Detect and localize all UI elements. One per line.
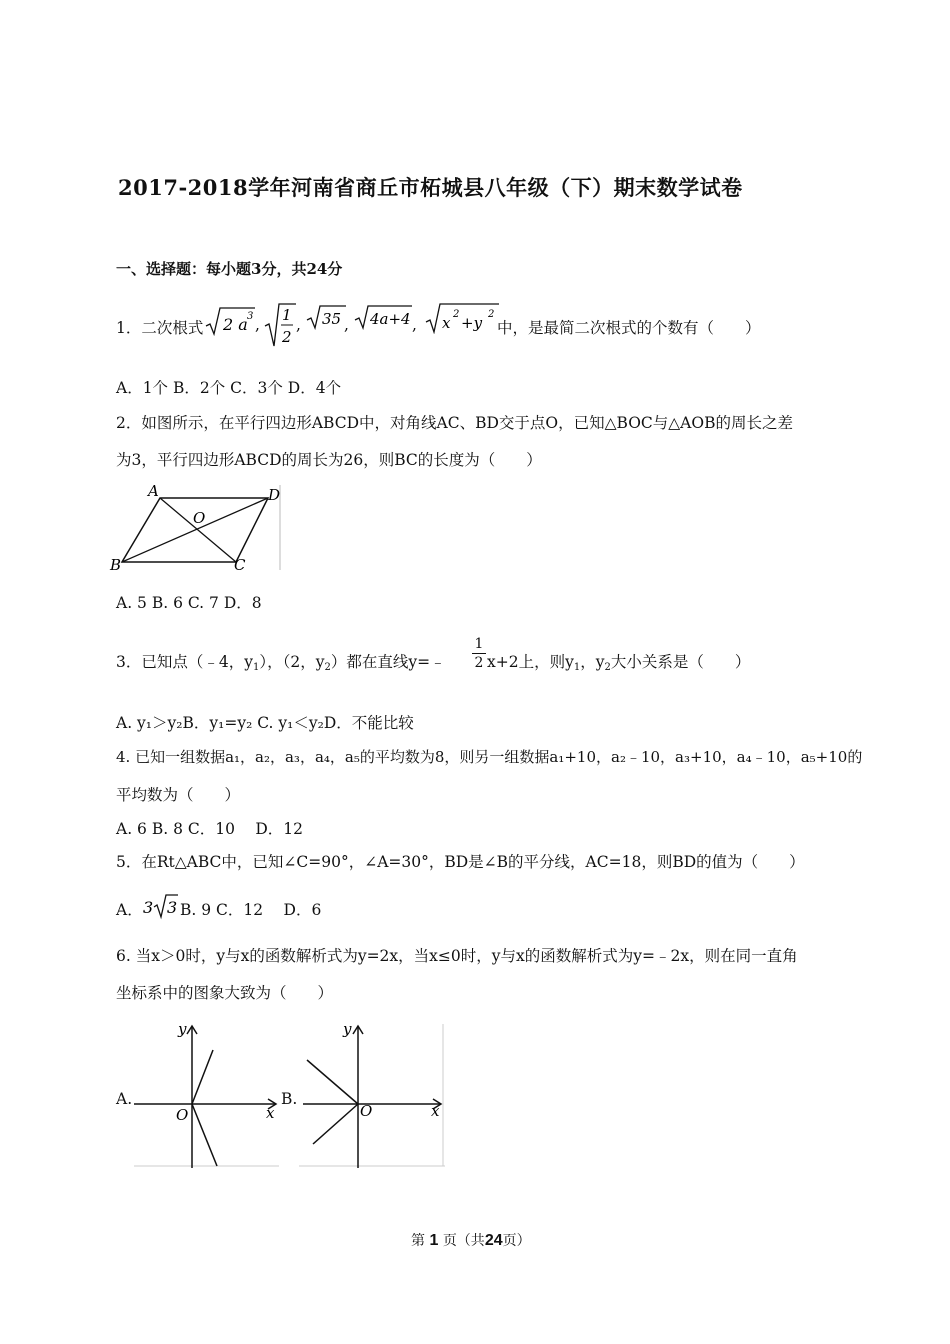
q3-text-2: x+2上，则$y_1$，$y_2$大小关系是（ ） bbox=[487, 653, 751, 673]
q4-options: A. 6 B. 8 C．10 D．12 bbox=[116, 820, 304, 838]
svg-text:x: x bbox=[442, 314, 451, 332]
q1-prefix: 1．二次根式 bbox=[116, 319, 204, 337]
svg-text:3: 3 bbox=[143, 898, 154, 917]
svg-text:3: 3 bbox=[167, 898, 178, 917]
x-axis-label: x bbox=[431, 1102, 440, 1120]
q1-options: A．1个 B．2个 C．3个 D．4个 bbox=[116, 379, 342, 397]
label-b: B bbox=[110, 556, 122, 574]
svg-text:1: 1 bbox=[282, 306, 292, 324]
svg-text:2: 2 bbox=[282, 328, 292, 346]
q5-line-1: 5．在Rt△ABC中，已知∠C=90°，∠A=30°，BD是∠B的平分线，AC=18，则BD的值为（ ） bbox=[116, 853, 805, 871]
radical-3 bbox=[306, 304, 346, 336]
radical-2 bbox=[264, 302, 296, 352]
svg-text:35: 35 bbox=[322, 310, 342, 328]
radical-5 bbox=[425, 302, 499, 338]
svg-text:2: 2 bbox=[488, 309, 495, 320]
fraction-one-half: 1 2 bbox=[472, 636, 486, 671]
label-c: C bbox=[234, 556, 246, 574]
graph-option-a bbox=[134, 1020, 279, 1170]
q5-options-rest: B. 9 C．12 D．6 bbox=[180, 901, 322, 919]
q6-line-2: 坐标系中的图象大致为（ ） bbox=[116, 984, 334, 1002]
svg-text:2 a: 2 a bbox=[223, 315, 248, 334]
svg-text:3: 3 bbox=[247, 311, 254, 322]
q3-options: A. y₁＞y₂B．y₁=y₂ C. y₁＜y₂D．不能比较 bbox=[116, 714, 414, 732]
parallelogram-figure bbox=[108, 480, 288, 574]
q6-line-1: 6. 当x＞0时，y与x的函数解析式为y=2x，当x≤0时，y与x的函数解析式为y=﹣2x，则在同一直角 bbox=[116, 947, 798, 965]
q2-line-1: 2．如图所示，在平行四边形ABCD中，对角线AC、BD交于点O，已知△BOC与△AOB的周长之差 bbox=[116, 414, 793, 432]
svg-text:2: 2 bbox=[453, 309, 460, 320]
origin-label: O bbox=[176, 1106, 189, 1124]
q4-line-2: 平均数为（ ） bbox=[116, 786, 241, 804]
q4-line-1: 4. 已知一组数据a₁，a₂，a₃，a₄，a₅的平均数为8，则另一组数据a₁+10，a₂﹣10，a₃+10，a₄﹣10，a₅+10的 bbox=[116, 748, 863, 766]
radical-1 bbox=[205, 306, 255, 340]
svg-text:4a+4: 4a+4 bbox=[370, 310, 411, 328]
radical-4 bbox=[354, 304, 412, 336]
svg-text:+y: +y bbox=[461, 314, 483, 332]
section-heading: 一、选择题：每小题3分，共24分 bbox=[116, 260, 343, 278]
page-footer: 第 1 页（共24页） bbox=[411, 1232, 531, 1249]
q3-text: 3．已知点（﹣4，$y_1$），（2，$y_2$）都在直线y=﹣ bbox=[116, 653, 446, 673]
origin-label: O bbox=[360, 1102, 373, 1120]
q1-suffix: 中，是最简二次根式的个数有（ ） bbox=[497, 319, 761, 337]
q6-option-b-label: B. bbox=[281, 1090, 298, 1108]
page-total: 24 bbox=[484, 1232, 503, 1249]
q2-line-2: 为3，平行四边形ABCD的周长为26，则BC的长度为（ ） bbox=[116, 451, 542, 469]
label-d: D bbox=[268, 486, 281, 504]
q6-option-a-label: A. bbox=[116, 1090, 133, 1108]
x-axis-label: x bbox=[266, 1104, 275, 1122]
page-title: 2017-2018学年河南省商丘市柘城县八年级（下）期末数学试卷 bbox=[118, 175, 743, 200]
page-number: 1 bbox=[429, 1232, 439, 1249]
q2-options: A. 5 B. 6 C. 7 D．8 bbox=[116, 594, 262, 612]
label-o: O bbox=[193, 509, 206, 527]
label-a: A bbox=[148, 482, 159, 500]
three-root-three bbox=[143, 892, 179, 920]
q5-option-a-label: A． bbox=[116, 901, 143, 919]
graph-option-b bbox=[299, 1020, 445, 1170]
y-axis-label: y bbox=[343, 1020, 352, 1038]
y-axis-label: y bbox=[178, 1020, 187, 1038]
